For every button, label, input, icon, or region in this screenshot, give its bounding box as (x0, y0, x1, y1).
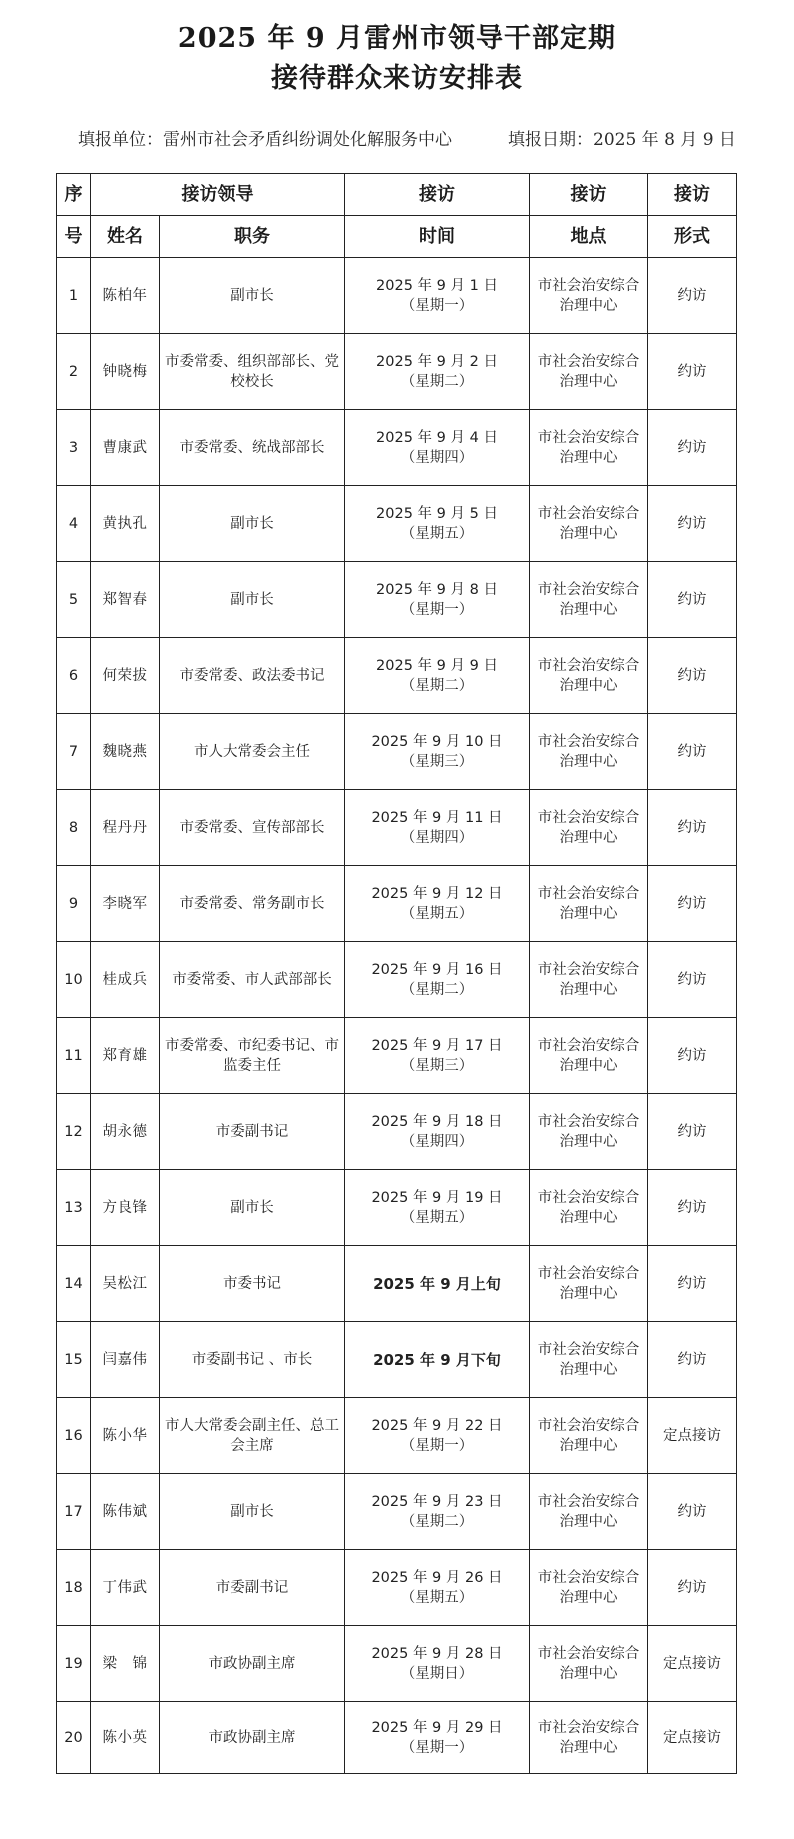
reception-place: 市社会治安综合治理中心 (530, 1550, 648, 1626)
row-number: 12 (57, 1094, 91, 1170)
reception-form: 定点接访 (648, 1626, 737, 1702)
leader-name: 陈伟斌 (91, 1474, 160, 1550)
reception-weekday: （星期四） (400, 449, 474, 466)
header-place-bottom: 地点 (530, 216, 648, 258)
reception-date: 2025 年 9 月 29 日 (371, 1719, 503, 1736)
reception-time (345, 1170, 530, 1246)
leader-position: 市委书记 (160, 1246, 345, 1322)
reception-time (345, 1626, 530, 1702)
reception-form: 定点接访 (648, 1398, 737, 1474)
reporting-date: 填报日期：2025 年 8 月 9 日 (508, 130, 736, 150)
table-row (57, 1246, 737, 1322)
table-row (57, 334, 737, 410)
row-number: 19 (57, 1626, 91, 1702)
row-number: 4 (57, 486, 91, 562)
reception-form: 约访 (648, 562, 737, 638)
reception-place: 市社会治安综合治理中心 (530, 1626, 648, 1702)
leader-position: 市委常委、市人武部部长 (160, 942, 345, 1018)
leader-position: 市委常委、宣传部部长 (160, 790, 345, 866)
header-place-top: 接访 (530, 174, 648, 216)
leader-position: 副市长 (160, 258, 345, 334)
reception-time (345, 334, 530, 410)
reception-form: 约访 (648, 1246, 737, 1322)
reception-form: 约访 (648, 258, 737, 334)
reception-date: 2025 年 9 月 10 日 (371, 733, 503, 750)
table-row (57, 1398, 737, 1474)
reception-place: 市社会治安综合治理中心 (530, 1398, 648, 1474)
reception-time (345, 1018, 530, 1094)
reception-date: 2025 年 9 月上旬 (373, 1274, 501, 1293)
reception-date: 2025 年 9 月 2 日 (376, 353, 498, 370)
leader-name: 梁 锦 (91, 1626, 160, 1702)
reception-place: 市社会治安综合治理中心 (530, 410, 648, 486)
reception-schedule-table (56, 173, 737, 1774)
reception-weekday: （星期四） (400, 1133, 474, 1150)
reception-date: 2025 年 9 月 11 日 (371, 809, 503, 826)
header-leader-group: 接访领导 (91, 174, 345, 216)
reception-place: 市社会治安综合治理中心 (530, 1246, 648, 1322)
reception-time (345, 638, 530, 714)
reception-weekday: （星期日） (400, 1665, 474, 1682)
reception-time (345, 486, 530, 562)
table-row (57, 942, 737, 1018)
reception-date: 2025 年 9 月 4 日 (376, 429, 498, 446)
reception-weekday: （星期三） (400, 753, 474, 770)
reception-date: 2025 年 9 月 12 日 (371, 885, 503, 902)
reception-time (345, 562, 530, 638)
reception-place: 市社会治安综合治理中心 (530, 1702, 648, 1774)
row-number: 11 (57, 1018, 91, 1094)
reception-place: 市社会治安综合治理中心 (530, 1474, 648, 1550)
row-number: 10 (57, 942, 91, 1018)
leader-position: 市人大常委会主任 (160, 714, 345, 790)
leader-position: 副市长 (160, 486, 345, 562)
table-row (57, 790, 737, 866)
reception-time (345, 790, 530, 866)
reception-date: 2025 年 9 月 1 日 (376, 277, 498, 294)
header-form-top: 接访 (648, 174, 737, 216)
row-number: 7 (57, 714, 91, 790)
row-number: 15 (57, 1322, 91, 1398)
reception-weekday: （星期二） (400, 981, 474, 998)
reception-weekday: （星期二） (400, 677, 474, 694)
reception-time (345, 1094, 530, 1170)
table-row (57, 866, 737, 942)
reception-place: 市社会治安综合治理中心 (530, 334, 648, 410)
leader-position: 市政协副主席 (160, 1626, 345, 1702)
reception-place: 市社会治安综合治理中心 (530, 1322, 648, 1398)
leader-position: 市委副书记 、市长 (160, 1322, 345, 1398)
row-number: 8 (57, 790, 91, 866)
table-row (57, 1018, 737, 1094)
table-row (57, 410, 737, 486)
leader-name: 程丹丹 (91, 790, 160, 866)
leader-name: 曹康武 (91, 410, 160, 486)
row-number: 6 (57, 638, 91, 714)
reception-time (345, 1550, 530, 1626)
reception-place: 市社会治安综合治理中心 (530, 714, 648, 790)
table-header (57, 174, 737, 258)
row-number: 17 (57, 1474, 91, 1550)
row-number: 18 (57, 1550, 91, 1626)
reception-place: 市社会治安综合治理中心 (530, 258, 648, 334)
row-number: 5 (57, 562, 91, 638)
reception-weekday: （星期三） (400, 1057, 474, 1074)
reception-form: 约访 (648, 790, 737, 866)
reception-weekday: （星期五） (400, 905, 474, 922)
row-number: 16 (57, 1398, 91, 1474)
leader-name: 吴松江 (91, 1246, 160, 1322)
header-no-top: 序 (57, 174, 91, 216)
leader-name: 桂成兵 (91, 942, 160, 1018)
reception-form: 约访 (648, 410, 737, 486)
reception-weekday: （星期五） (400, 1209, 474, 1226)
reception-time (345, 1246, 530, 1322)
table-body (57, 258, 737, 1774)
reception-form: 约访 (648, 714, 737, 790)
reception-date: 2025 年 9 月 18 日 (371, 1113, 503, 1130)
leader-position: 市委副书记 (160, 1094, 345, 1170)
reception-weekday: （星期二） (400, 373, 474, 390)
reception-form: 约访 (648, 1018, 737, 1094)
reception-date: 2025 年 9 月 5 日 (376, 505, 498, 522)
reception-place: 市社会治安综合治理中心 (530, 1094, 648, 1170)
reception-date: 2025 年 9 月 23 日 (371, 1493, 503, 1510)
row-number: 1 (57, 258, 91, 334)
reception-time (345, 866, 530, 942)
leader-name: 丁伟武 (91, 1550, 160, 1626)
reception-form: 约访 (648, 866, 737, 942)
reception-time (345, 410, 530, 486)
table-row (57, 258, 737, 334)
header-time-bottom: 时间 (345, 216, 530, 258)
leader-position: 市委常委、组织部部长、党校校长 (160, 334, 345, 410)
reception-date: 2025 年 9 月下旬 (373, 1350, 501, 1369)
row-number: 14 (57, 1246, 91, 1322)
reception-date: 2025 年 9 月 17 日 (371, 1037, 503, 1054)
header-no-bottom: 号 (57, 216, 91, 258)
reception-time (345, 1322, 530, 1398)
reception-time (345, 258, 530, 334)
table-row (57, 1702, 737, 1774)
reception-time (345, 1398, 530, 1474)
leader-position: 市委常委、常务副市长 (160, 866, 345, 942)
reception-weekday: （星期五） (400, 525, 474, 542)
reception-weekday: （星期五） (400, 1589, 474, 1606)
reception-form: 约访 (648, 1170, 737, 1246)
table-row (57, 714, 737, 790)
reception-weekday: （星期一） (400, 1437, 474, 1454)
document-title-line-2: 接待群众来访安排表 (271, 63, 523, 94)
table-row (57, 1322, 737, 1398)
leader-position: 市人大常委会副主任、总工会主席 (160, 1398, 345, 1474)
leader-position: 市委常委、市纪委书记、市监委主任 (160, 1018, 345, 1094)
reception-form: 定点接访 (648, 1702, 737, 1774)
reception-place: 市社会治安综合治理中心 (530, 942, 648, 1018)
reception-place: 市社会治安综合治理中心 (530, 1018, 648, 1094)
reception-place: 市社会治安综合治理中心 (530, 638, 648, 714)
table-row (57, 1094, 737, 1170)
leader-position: 市委副书记 (160, 1550, 345, 1626)
header-name: 姓名 (91, 216, 160, 258)
reception-form: 约访 (648, 1474, 737, 1550)
leader-position: 副市长 (160, 1170, 345, 1246)
leader-name: 魏晓燕 (91, 714, 160, 790)
row-number: 3 (57, 410, 91, 486)
reception-form: 约访 (648, 638, 737, 714)
table-row (57, 1626, 737, 1702)
reception-time (345, 942, 530, 1018)
header-form-bottom: 形式 (648, 216, 737, 258)
table-row (57, 1474, 737, 1550)
leader-name: 陈柏年 (91, 258, 160, 334)
reporting-unit: 填报单位：雷州市社会矛盾纠纷调处化解服务中心 (78, 130, 452, 150)
leader-name: 陈小英 (91, 1702, 160, 1774)
reception-place: 市社会治安综合治理中心 (530, 790, 648, 866)
reception-weekday: （星期二） (400, 1513, 474, 1530)
reception-date: 2025 年 9 月 9 日 (376, 657, 498, 674)
reception-date: 2025 年 9 月 8 日 (376, 581, 498, 598)
table-row (57, 1170, 737, 1246)
table-row (57, 486, 737, 562)
row-number: 20 (57, 1702, 91, 1774)
reception-form: 约访 (648, 334, 737, 410)
document-title-line-1: 2025 年 9 月雷州市领导干部定期 (177, 23, 617, 54)
reception-place: 市社会治安综合治理中心 (530, 562, 648, 638)
row-number: 2 (57, 334, 91, 410)
leader-name: 黄执孔 (91, 486, 160, 562)
reception-form: 约访 (648, 1322, 737, 1398)
reception-date: 2025 年 9 月 26 日 (371, 1569, 503, 1586)
header-position: 职务 (160, 216, 345, 258)
header-time-top: 接访 (345, 174, 530, 216)
row-number: 13 (57, 1170, 91, 1246)
reception-time (345, 714, 530, 790)
leader-position: 市委常委、政法委书记 (160, 638, 345, 714)
reception-place: 市社会治安综合治理中心 (530, 866, 648, 942)
reception-weekday: （星期一） (400, 601, 474, 618)
leader-name: 郑智春 (91, 562, 160, 638)
reception-weekday: （星期一） (400, 297, 474, 314)
leader-name: 李晓军 (91, 866, 160, 942)
table-row (57, 562, 737, 638)
reception-date: 2025 年 9 月 28 日 (371, 1645, 503, 1662)
reception-form: 约访 (648, 1550, 737, 1626)
leader-name: 方良锋 (91, 1170, 160, 1246)
reception-time (345, 1474, 530, 1550)
leader-name: 何荣拔 (91, 638, 160, 714)
reception-date: 2025 年 9 月 16 日 (371, 961, 503, 978)
leader-name: 胡永德 (91, 1094, 160, 1170)
reception-place: 市社会治安综合治理中心 (530, 486, 648, 562)
reception-date: 2025 年 9 月 22 日 (371, 1417, 503, 1434)
row-number: 9 (57, 866, 91, 942)
leader-position: 副市长 (160, 562, 345, 638)
table-row (57, 638, 737, 714)
reception-form: 约访 (648, 1094, 737, 1170)
reception-form: 约访 (648, 486, 737, 562)
reception-weekday: （星期四） (400, 829, 474, 846)
table-row (57, 1550, 737, 1626)
reception-place: 市社会治安综合治理中心 (530, 1170, 648, 1246)
reception-weekday: （星期一） (400, 1739, 474, 1756)
leader-name: 郑育雄 (91, 1018, 160, 1094)
leader-name: 闫嘉伟 (91, 1322, 160, 1398)
leader-name: 钟晓梅 (91, 334, 160, 410)
leader-position: 市委常委、统战部部长 (160, 410, 345, 486)
reception-time (345, 1702, 530, 1774)
leader-position: 市政协副主席 (160, 1702, 345, 1774)
reception-form: 约访 (648, 942, 737, 1018)
reception-date: 2025 年 9 月 19 日 (371, 1189, 503, 1206)
leader-position: 副市长 (160, 1474, 345, 1550)
leader-name: 陈小华 (91, 1398, 160, 1474)
